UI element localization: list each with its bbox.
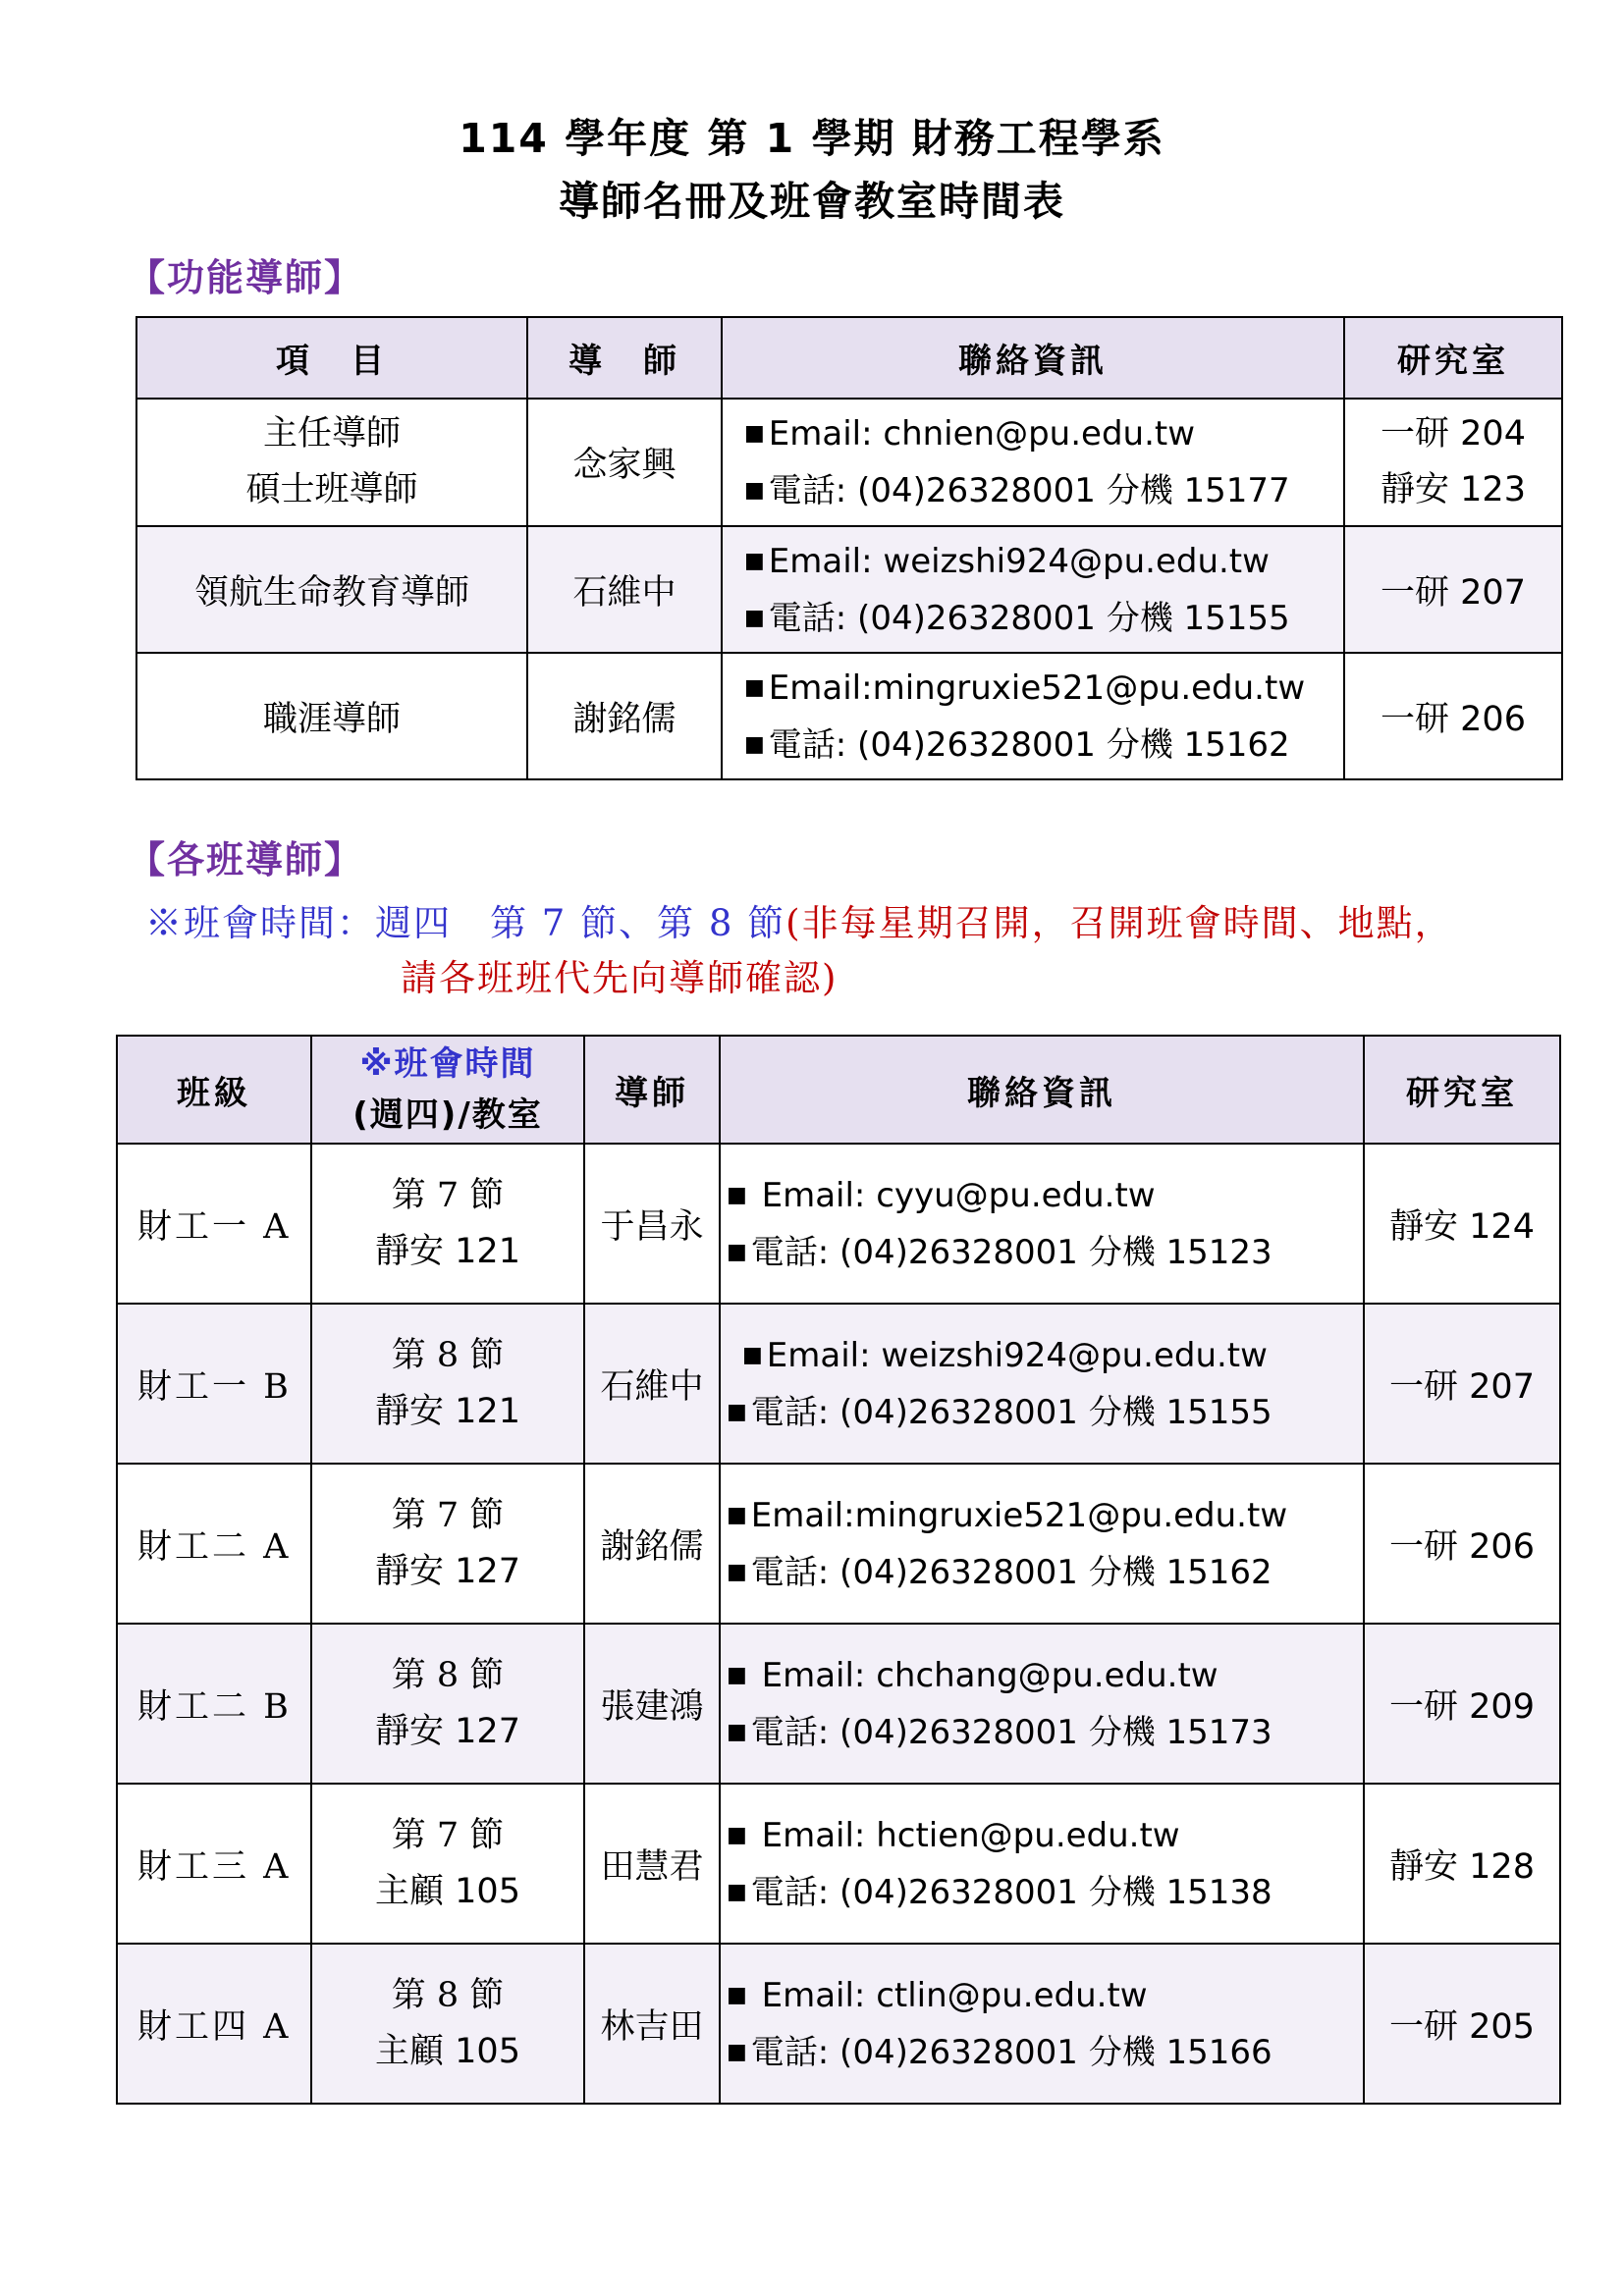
column-header-office: 研究室: [1364, 1036, 1560, 1144]
class-name: 財工三 A: [117, 1784, 311, 1944]
phone-line: [727, 1704, 1363, 1761]
office-text: 一研 206: [1344, 653, 1562, 779]
contact-cell: [720, 1624, 1364, 1784]
contact-cell: [722, 399, 1344, 526]
contact-cell: [720, 1464, 1364, 1624]
bullet-square-icon: ■: [744, 478, 765, 503]
bullet-square-icon: ■: [727, 1559, 747, 1584]
email-line: [727, 1807, 1363, 1864]
class-name: 財工一 B: [117, 1304, 311, 1464]
bullet-square-icon: ■: [727, 2039, 747, 2064]
bullet-square-icon: ■: [744, 674, 765, 700]
table-row: [117, 1784, 1560, 1944]
meeting-cell: [311, 1784, 584, 1944]
tutor-name: 林吉田: [584, 1944, 720, 2104]
column-header-item: 項 目: [136, 317, 527, 399]
room-text: 靜安 127: [375, 1551, 520, 1591]
bullet-square-icon: ■: [727, 1719, 747, 1744]
class-name: 財工一 A: [117, 1144, 311, 1304]
class-table-header: [117, 1036, 1560, 1144]
class-name: 財工四 A: [117, 1944, 311, 2104]
meeting-cell: [311, 1304, 584, 1464]
meeting-time-label: ※班會時間：週四 第 7 節、第 8 節: [145, 902, 786, 944]
email-line: [727, 1967, 1363, 2024]
bullet-square-icon: ■: [744, 731, 765, 757]
meeting-cell: [311, 1624, 584, 1784]
section-title-functional: 【功能導師】: [128, 256, 364, 299]
phone-text: 電話: (04)26328001 分機 15177: [768, 471, 1290, 510]
contact-cell: [720, 1144, 1364, 1304]
email-link[interactable]: Email: hctien@pu.edu.tw: [750, 1815, 1180, 1855]
meeting-cell: [311, 1144, 584, 1304]
phone-text: 電話: (04)26328001 分機 15155: [750, 1392, 1272, 1432]
email-line: [727, 1647, 1363, 1704]
email-line: [744, 533, 1343, 590]
bullet-square-icon: ■: [727, 1662, 747, 1687]
contact-cell: [722, 526, 1344, 653]
contact-cell: [720, 1944, 1364, 2104]
phone-line: [744, 590, 1343, 647]
room-text: 靜安 121: [375, 1231, 520, 1271]
office-text: 一研 205: [1364, 1944, 1560, 2104]
bullet-square-icon: ■: [727, 1399, 747, 1424]
table-row: [136, 399, 1562, 526]
email-link[interactable]: Email:mingruxie521@pu.edu.tw: [750, 1495, 1288, 1535]
phone-text: 電話: (04)26328001 分機 15166: [750, 2032, 1272, 2072]
bullet-square-icon: ■: [727, 1182, 747, 1207]
class-name: 財工二 B: [117, 1624, 311, 1784]
table-row: [136, 526, 1562, 653]
tutor-name: 于昌永: [584, 1144, 720, 1304]
bullet-square-icon: ■: [744, 548, 765, 573]
bullet-square-icon: ■: [744, 421, 765, 446]
table-row: [117, 1624, 1560, 1784]
table-row: [117, 1144, 1560, 1304]
meeting-note-red: (非每星期召開，召開班會時間、地點，: [785, 902, 1453, 944]
column-header-contact: 聯絡資訊: [722, 317, 1344, 399]
email-link[interactable]: Email: weizshi924@pu.edu.tw: [766, 1335, 1268, 1375]
contact-cell: [722, 653, 1344, 779]
table-row: [117, 1304, 1560, 1464]
column-header-tutor: 導 師: [527, 317, 722, 399]
table-row: [117, 1944, 1560, 2104]
email-link[interactable]: Email:mingruxie521@pu.edu.tw: [768, 667, 1306, 708]
email-line: [727, 1167, 1363, 1224]
meeting-room-header: (週四)/教室: [352, 1095, 543, 1135]
office-text: 靜安 128: [1364, 1784, 1560, 1944]
tutor-name: 念家興: [527, 399, 722, 526]
functional-tutor-table: [135, 316, 1563, 780]
meeting-cell: [311, 1464, 584, 1624]
bullet-square-icon: ■: [744, 605, 765, 630]
office-text: 一研 207: [1344, 526, 1562, 653]
bullet-square-icon: ■: [727, 1879, 747, 1904]
section-title-classes: 【各班導師】: [128, 838, 364, 881]
tutor-name: 謝銘儒: [527, 653, 722, 779]
column-header-tutor: 導師: [584, 1036, 720, 1144]
office-cell: [1344, 399, 1562, 526]
tutor-name: 田慧君: [584, 1784, 720, 1944]
phone-text: 電話: (04)26328001 分機 15162: [768, 724, 1290, 765]
table-row: [117, 1464, 1560, 1624]
office-text: 一研 207: [1364, 1304, 1560, 1464]
period-text: 第 8 節: [391, 1975, 505, 2015]
period-text: 第 8 節: [391, 1335, 505, 1375]
bullet-square-icon: ■: [727, 1822, 747, 1847]
phone-text: 電話: (04)26328001 分機 15155: [768, 598, 1290, 638]
phone-line: [744, 717, 1343, 774]
period-text: 第 7 節: [391, 1175, 505, 1215]
office-text: 靜安 124: [1364, 1144, 1560, 1304]
phone-line: [727, 2024, 1363, 2081]
email-line: [744, 660, 1343, 717]
room-text: 靜安 121: [375, 1391, 520, 1431]
contact-cell: [720, 1304, 1364, 1464]
page-title-line2: 導師名冊及班會教室時間表: [559, 178, 1065, 225]
phone-line: [744, 462, 1343, 519]
meeting-note: [145, 893, 1453, 946]
class-tutor-table: [116, 1035, 1561, 2105]
email-link[interactable]: Email: chnien@pu.edu.tw: [768, 414, 1196, 454]
room-text: 主顧 105: [375, 1871, 520, 1911]
meeting-time-header: ※班會時間: [359, 1044, 536, 1084]
bullet-square-icon: ■: [727, 1982, 747, 2007]
period-text: 第 7 節: [391, 1495, 505, 1535]
email-link[interactable]: Email: ctlin@pu.edu.tw: [750, 1975, 1148, 2015]
item-text: 碩士班導師: [245, 470, 418, 509]
email-link[interactable]: Email: chchang@pu.edu.tw: [750, 1655, 1218, 1695]
bullet-square-icon: ■: [727, 1502, 747, 1527]
column-header-meeting-time: [311, 1036, 584, 1144]
page-title-line1: 114 學年度 第 1 學期 財務工程學系: [459, 115, 1165, 162]
tutor-name: 張建鴻: [584, 1624, 720, 1784]
phone-line: [727, 1544, 1363, 1601]
column-header-class: 班級: [117, 1036, 311, 1144]
item-text: 職涯導師: [136, 653, 527, 779]
email-link[interactable]: Email: cyyu@pu.edu.tw: [750, 1175, 1156, 1215]
item-text: 主任導師: [262, 414, 401, 454]
phone-line: [727, 1224, 1363, 1281]
tutor-name: 石維中: [527, 526, 722, 653]
office-text: 靜安 123: [1380, 470, 1526, 509]
bullet-square-icon: ■: [742, 1342, 763, 1367]
bullet-square-icon: ■: [727, 1239, 747, 1264]
phone-text: 電話: (04)26328001 分機 15173: [750, 1712, 1272, 1752]
tutor-name: 石維中: [584, 1304, 720, 1464]
item-text: 領航生命教育導師: [136, 526, 527, 653]
office-text: 一研 206: [1364, 1464, 1560, 1624]
contact-cell: [720, 1784, 1364, 1944]
period-text: 第 7 節: [391, 1815, 505, 1855]
email-link[interactable]: Email: weizshi924@pu.edu.tw: [768, 541, 1270, 581]
item-cell: [136, 399, 527, 526]
class-name: 財工二 A: [117, 1464, 311, 1624]
period-text: 第 8 節: [391, 1655, 505, 1695]
email-line: [727, 1487, 1363, 1544]
phone-text: 電話: (04)26328001 分機 15138: [750, 1872, 1272, 1912]
tutor-name: 謝銘儒: [584, 1464, 720, 1624]
phone-text: 電話: (04)26328001 分機 15123: [750, 1232, 1272, 1272]
meeting-note-line2: 請各班班代先向導師確認): [401, 957, 839, 999]
table-row: [136, 653, 1562, 779]
phone-line: [727, 1384, 1363, 1441]
meeting-cell: [311, 1944, 584, 2104]
phone-text: 電話: (04)26328001 分機 15162: [750, 1552, 1272, 1592]
email-line: [727, 1327, 1363, 1384]
phone-line: [727, 1864, 1363, 1921]
room-text: 主顧 105: [375, 2031, 520, 2071]
email-line: [744, 405, 1343, 462]
office-text: 一研 209: [1364, 1624, 1560, 1784]
column-header-contact: 聯絡資訊: [720, 1036, 1364, 1144]
functional-table-header: [136, 317, 1562, 399]
column-header-office: 研究室: [1344, 317, 1562, 399]
office-text: 一研 204: [1380, 414, 1526, 454]
room-text: 靜安 127: [375, 1711, 520, 1751]
